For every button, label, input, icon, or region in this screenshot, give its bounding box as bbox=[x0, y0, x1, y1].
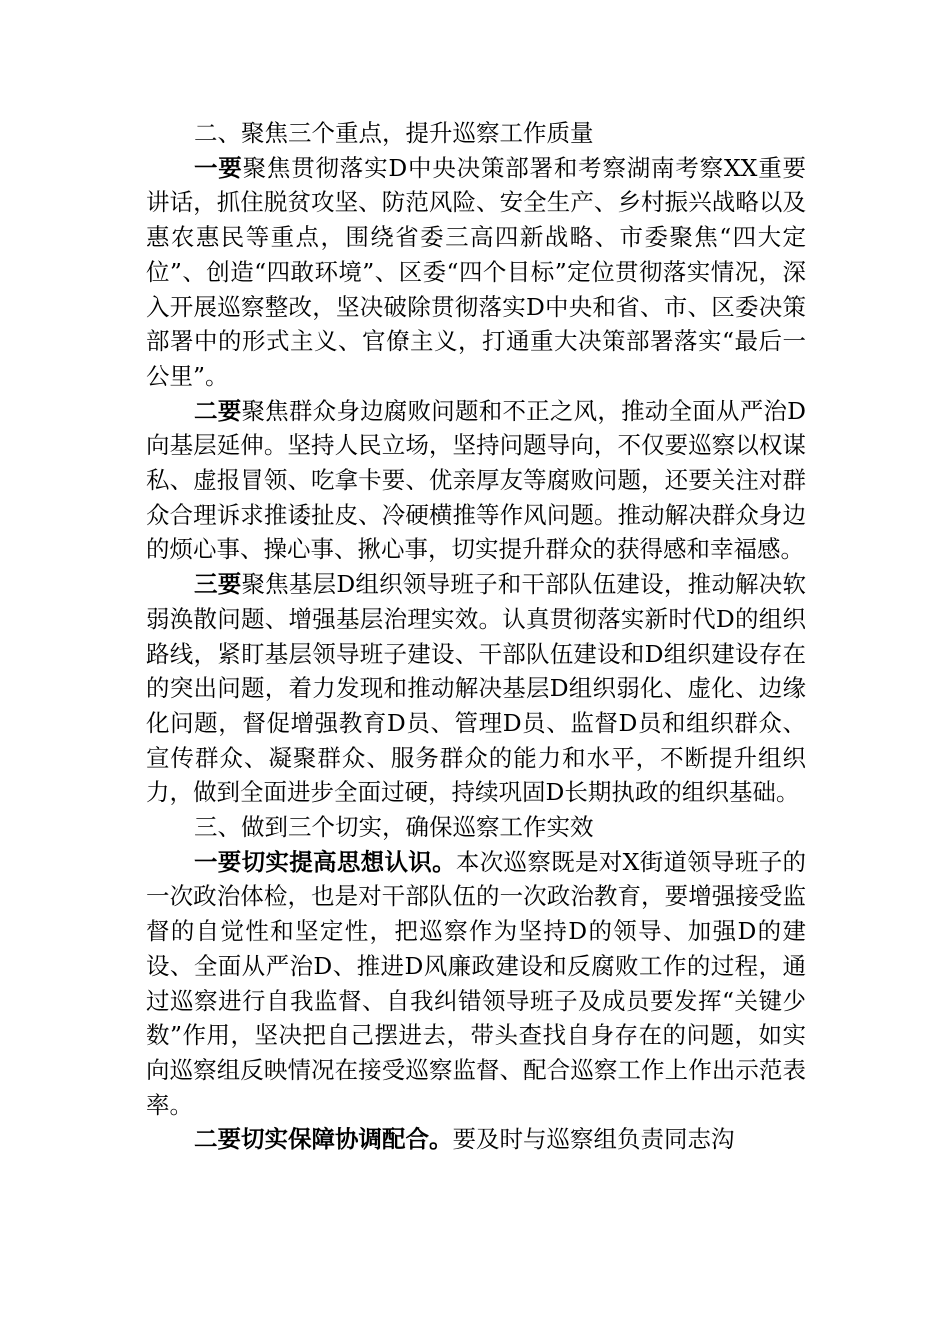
document-body bbox=[146, 116, 806, 1157]
paragraph-text: 聚焦群众身边腐败问题和不正之风，推动全面从严治D向基层延伸。坚持人民立场，坚持问题导向，不仅要巡察以权谋私、虚报冒领、吃拿卡要、优亲厚友等腐败问题，还要关注对群众合理诉求推诿扯皮、冷硬横推等作风问题。推动解决群众身边的烦心事、操心事、揪心事，切实提升群众的获得感和幸福感。 bbox=[146, 396, 806, 564]
paragraph-focus-2 bbox=[146, 394, 806, 568]
paragraph-lead: 二要 bbox=[194, 396, 242, 425]
paragraph-lead: 二要切实保障协调配合。 bbox=[194, 1125, 453, 1154]
section-heading-2: 二、聚焦三个重点，提升巡察工作质量 bbox=[194, 119, 594, 147]
paragraph-lead: 一要 bbox=[194, 153, 243, 182]
paragraph-text: 聚焦贯彻落实D中央决策部署和考察湖南考察XX重要讲话，抓住脱贫攻坚、防范风险、安全生产、乡村振兴战略以及惠农惠民等重点，围绕省委三高四新战略、市委聚焦“四大定位”、创造“四敢环境”、区委“四个目标”定位贯彻落实情况，深入开展巡察整改，坚决破除贯彻落实D中央和省、市、区委决策部署中的形式主义、官僚主义，打通重大决策部署落实“最后一公里”。 bbox=[146, 153, 806, 390]
paragraph-ensure-1 bbox=[146, 845, 806, 1123]
paragraph-focus-3 bbox=[146, 567, 806, 810]
section-heading-3: 三、做到三个切实，确保巡察工作实效 bbox=[194, 813, 594, 842]
paragraph-ensure-2 bbox=[146, 1122, 806, 1157]
paragraph-text: 要及时与巡察组负责同志沟 bbox=[452, 1125, 735, 1154]
paragraph-text: 本次巡察既是对X街道领导班子的一次政治体检，也是对干部队伍的一次政治教育，要增强接受监督的自觉性和坚定性，把巡察作为坚持D的领导、加强D的建设、全面从严治D、推进D风廉政建设和反腐败工作的过程，通过巡察进行自我监督、自我纠错领导班子及成员要发挥“关键少数”作用，坚决把自己摆进去，带头查找自身存在的问题，如实向巡察组反映情况在接受巡察监督、配合巡察工作上作出示范表率。 bbox=[146, 847, 807, 1119]
paragraph-lead: 一要切实提高思想认识。 bbox=[194, 847, 456, 876]
paragraph-lead: 三要 bbox=[194, 570, 242, 599]
paragraph-focus-1 bbox=[146, 151, 806, 394]
paragraph-text: 聚焦基层D组织领导班子和干部队伍建设，推动解决软弱涣散问题、增强基层治理实效。认真贯彻落实新时代D的组织路线，紧盯基层领导班子建设、干部队伍建设和D组织建设存在的突出问题，着力发现和推动解决基层D组织弱化、虚化、边缘化问题，督促增强教育D员、管理D员、监督D员和组织群众、宣传群众、凝聚群众、服务群众的能力和水平，不断提升组织力，做到全面进步全面过硬，持续巩固D长期执政的组织基础。 bbox=[146, 570, 806, 807]
